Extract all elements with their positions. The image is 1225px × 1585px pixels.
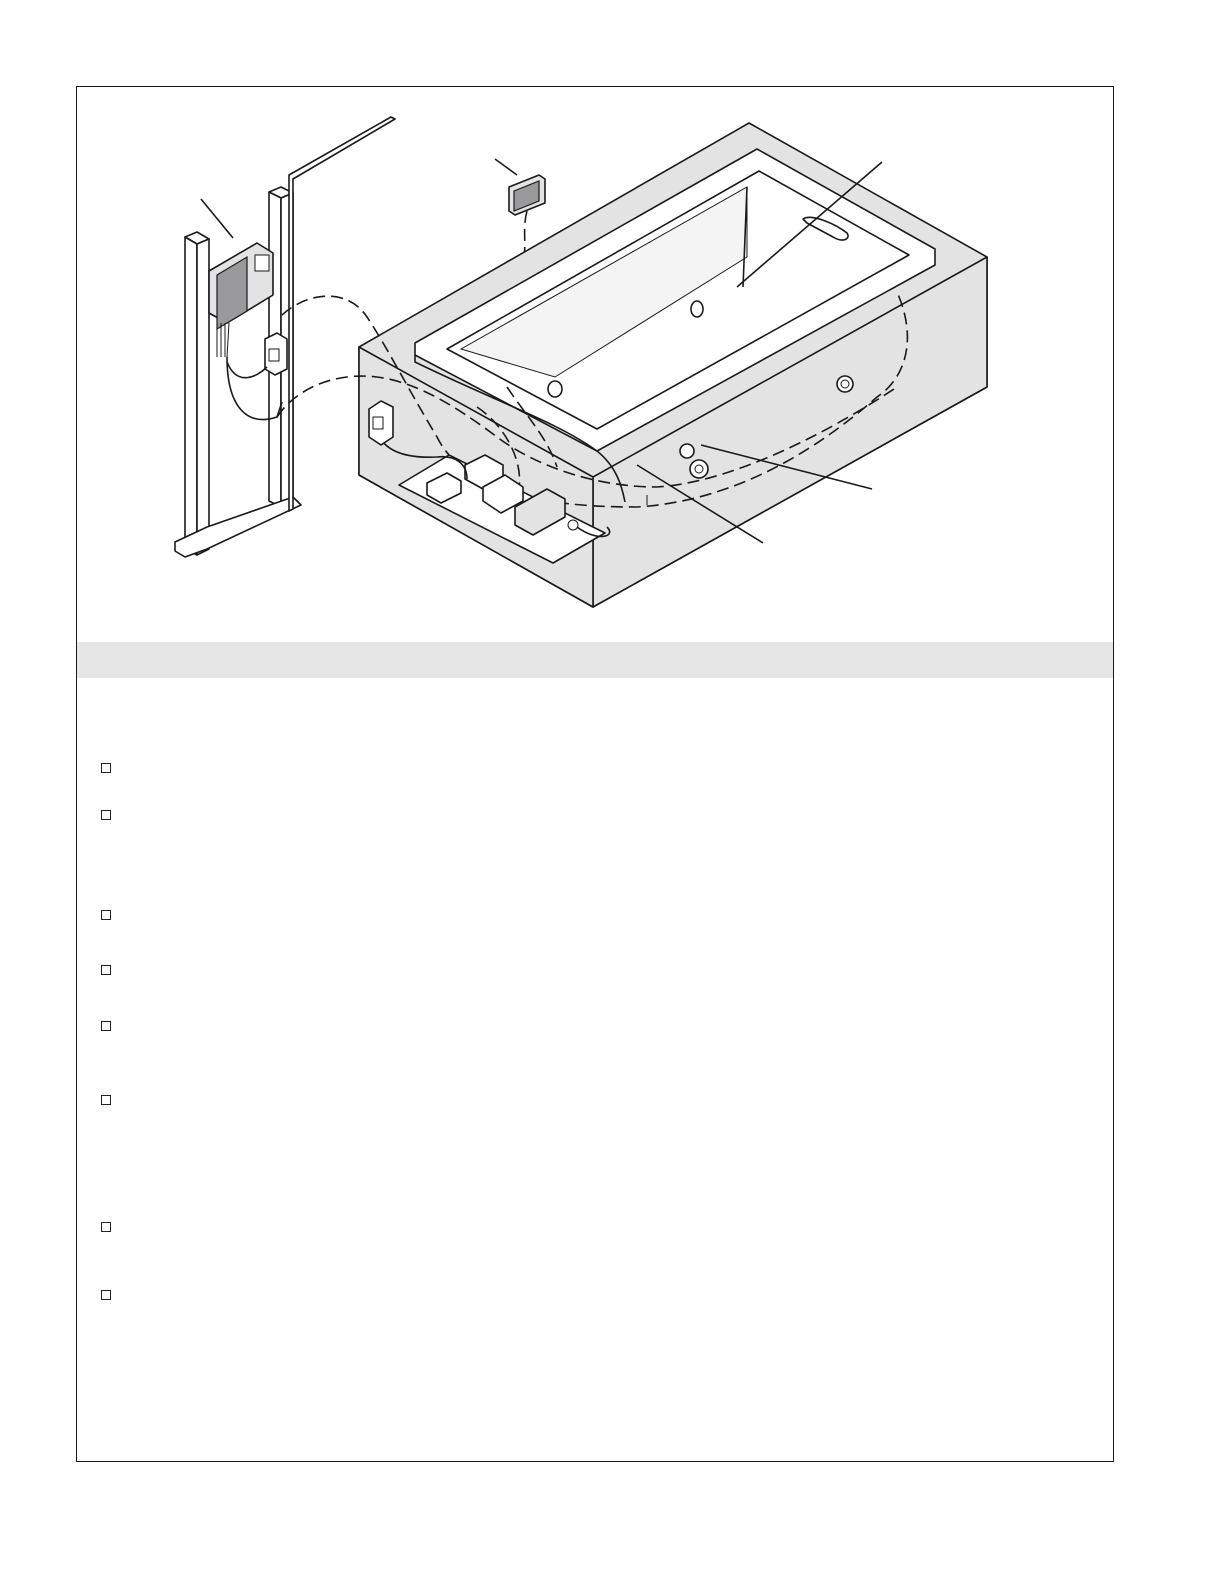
checkbox-icon[interactable]	[101, 763, 111, 773]
bath-installation-illustration	[77, 87, 1113, 642]
surround-outlet	[369, 401, 393, 445]
checkbox-icon[interactable]	[101, 910, 111, 920]
checklist-item	[101, 1020, 121, 1031]
checkbox-icon[interactable]	[101, 810, 111, 820]
checklist-item	[101, 809, 121, 820]
checkbox-icon[interactable]	[101, 1095, 111, 1105]
control-box-leader-line	[201, 199, 233, 238]
checklist-item	[101, 1221, 121, 1232]
checklist-item	[101, 909, 121, 920]
section-header-band	[77, 642, 1113, 678]
checklist-item	[101, 1094, 121, 1105]
checkbox-icon[interactable]	[101, 1290, 111, 1300]
checkbox-icon[interactable]	[101, 1222, 111, 1232]
checkbox-icon[interactable]	[101, 1021, 111, 1031]
document-frame	[76, 86, 1114, 1462]
checklist-item	[101, 964, 121, 975]
control-box	[201, 199, 273, 357]
checkbox-icon[interactable]	[101, 965, 111, 975]
checklist	[77, 678, 1113, 1458]
checklist-item	[101, 1289, 121, 1300]
checklist-item	[101, 762, 121, 773]
